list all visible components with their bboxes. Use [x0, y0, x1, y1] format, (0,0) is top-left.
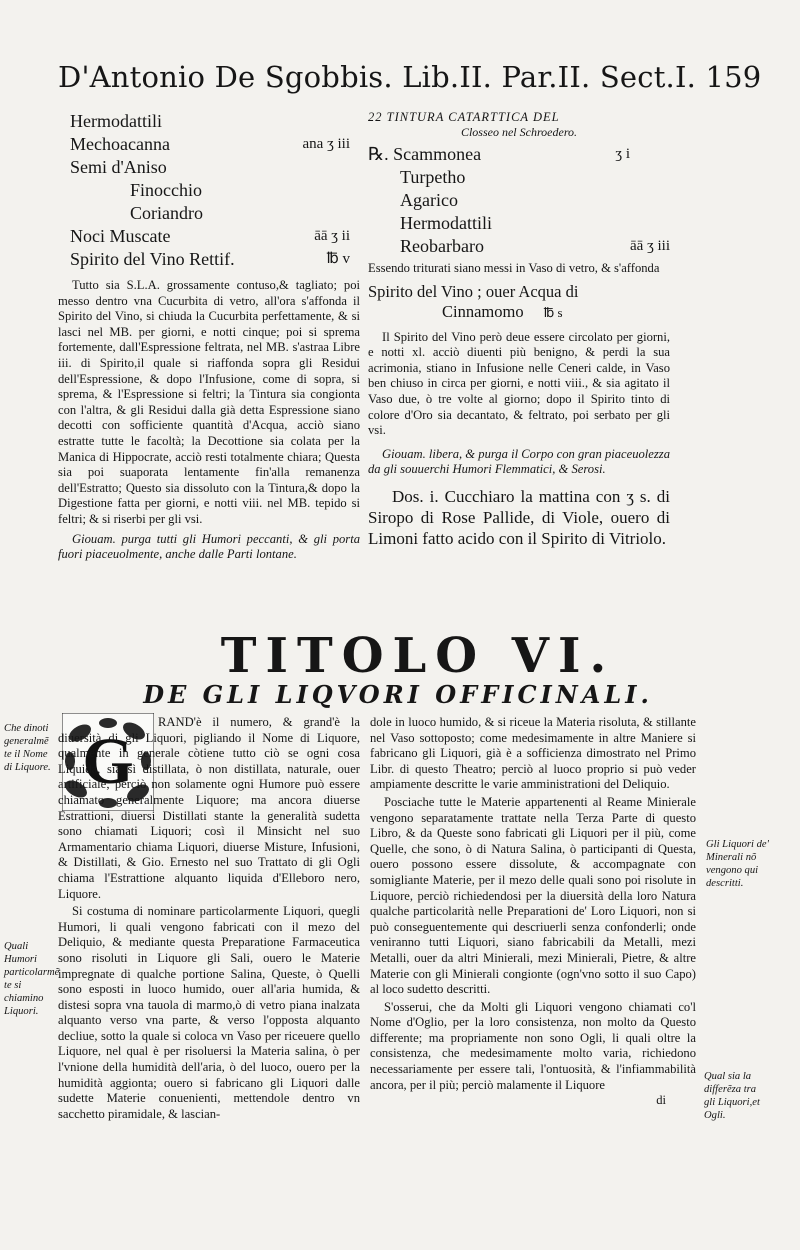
ingredient-amount: ana ʒ iii	[302, 136, 350, 152]
ingredient-row	[368, 189, 670, 212]
ingredient-row	[368, 143, 670, 166]
right-upper-column	[368, 110, 670, 549]
left-paragraph-1: Tutto sia S.L.A. grossamente contuso,& tagliato; poi messo dentro vna Cucurbita di vetro, all'ora s'affonda il Spirito del Vino, si chiuda la Cucurbita perfettamente, & si lasci nel MB. per giorni, e notti cinque; poi si sprema fortemente, dall'Espressione feltrata, nel MB. s'astraa Libre iii. di Spirito,il quale si riaffonda sopra gli Residui dell'Espressione, & dopo l'Infusione, come di sopra, si sprema, & l'Espressione si feltri; la Tintura sia congionta con l'altra, & gli Residui dalla già detta Espressione siano decotti con sofficiente quantità d'Acqua, acciò siano estratte tutte le facoltà; la Decottione sia colata per la Manica di Hippocrate, acciò resti totalmente chiara; Questa sia poi suaporata lentamente fin'alla remanenza dell'Estratto; Questo sia dissoluto con la Tintura,& dopo la Digestione fatta per giorni, e notti viii. nel MB. tepido si feltri; & si riserbi per gli vsi.	[58, 278, 360, 526]
ingredient-row	[70, 202, 350, 225]
ingredient-amount: āā ʒ iii	[630, 238, 670, 254]
running-header: D'Antonio De Sgobbis. Lib.II. Par.II. Sect.I. 159	[58, 60, 762, 94]
ingredient-name: Hermodattili	[70, 111, 162, 131]
left-text-column	[58, 278, 360, 563]
lower-left-paragraph-1: RAND'è il numero, & grand'è la diuersità di gli Liquori, pigliando il Nome di Liquore, qualmente in generale còtiene tutto ciò se ogni cosa Liquida, sia sì distillata, ò non distillata, naturale, ouer artificiale; perciò non solamente ogni Humore può essere chiamato generalmente Liquore; ma ancora diuerse Estrattioni, diuersi Distillati stante la generalità sudetta sono chiamati Liquori; così il Minsicht nel suo Armamentario chiama Liquori, diuerse Misture, Infusioni, & Distillati, & Gio. Ernesto nel suo Trattato di gli Ogli chiama l'Estrattione alquanto liquida d'Elleboro nero, Liquore.	[58, 715, 360, 901]
ingredient-row	[70, 133, 350, 156]
lower-right-column	[370, 715, 696, 1109]
ingredient-row	[70, 225, 350, 248]
spirit-line-2	[368, 302, 670, 324]
catchword: di	[656, 1093, 666, 1108]
lower-right-paragraph-1: dole in luoco humido, & si riceue la Materia risoluta, & stillante nel Vaso sottoposto; come medesimamente in altre Maniere si fabricano gli Liquori, già è a sofficienza dimostrato nel Primo Libr. di questo Theatro; perciò al luoco proprio si può veder ampiamente descritte le varie amministrationi del Deliquio.	[370, 715, 696, 792]
ingredient-name: Noci Muscate	[70, 226, 171, 246]
margin-note-right-2: Qual sia la differẽza tra gli Liquori,et Ogli.	[704, 1071, 760, 1121]
ingredient-amount: āā ʒ ii	[314, 228, 350, 244]
ingredient-name: Spirito del Vino Rettif.	[70, 249, 235, 269]
left-recipe	[70, 110, 350, 271]
ingredient-row	[368, 235, 670, 258]
ingredient-row	[70, 110, 350, 133]
ingredient-row	[70, 248, 350, 271]
spirit-amount: ℔ s	[543, 305, 563, 321]
chapter-title: TITOLO VI.	[220, 628, 616, 684]
ingredient-name: Hermodattili	[400, 213, 492, 233]
ingredient-amount: ℔ v	[326, 251, 350, 267]
ingredient-name: Reobarbaro	[400, 236, 484, 256]
ingredient-name: Coriandro	[130, 203, 203, 223]
ingredient-row	[70, 156, 350, 179]
left-paragraph-2: Giouam. purga tutti gli Humori peccanti, & gli porta fuori piaceuolmente, anche dalle Parti lontane.	[58, 531, 360, 562]
ingredient-row	[70, 179, 350, 202]
lower-right-paragraph-2: Posciache tutte le Materie appartenenti al Reame Minierale vengono separatamente trattate nella Terza Parte di questo Libro, & da Queste sono fabricati gli Liquori per il più, come Quelle, che sono, ò di Natura Salina, ò participanti di Questa, ouero possono essere dissolute, & accompagnate con somigliante Materie, per il mezo delle quali sono poi risolute in Liquore, perciò richiedendosi per la diuersità della loro Natura qualche particolarità nelle Preparationi de' Loro Liquori, non si può conseguentemente qui descriuerli senza confonderli; onde veniranno tutti Liquori, siano fabricabili da Metalli, mezi Metalli, ouer da altri Minierali, mezi Minierali, Pietre, & altre Materie con gli Minierali congionte (ogn'vno sotto il suo Capo) al loco sudetto descritti.	[370, 794, 696, 997]
lower-left-paragraph-2: Si costuma di nominare particolarmente Liquori, quegli Humori, li quali vengono fabricati con il mezo del Deliquio, & mediante questa Preparatione Farmaceutica sono risoluti in Liquore gli Sali, ouero le Materie impregnate di qualche portione Salina, Queste, ò Quelli sono esposti in luoco humido, ouer all'aria humida, & distesi sopra vna tauola di marmo,ò di vetro piana inalzata alquanto verso vna parte, & verso l'opposta alquanto decliue, sotto la quale si coloca vn Vaso per riceuere quello Liquore, nel qual è per risoluersi la Materia salina, ò per l'vnione della humidità dell'aria, ò del luoco, ouero per la humidità aggionta; ouero si fabricano gli Liquori dalle sudette Materie conuenienti, mettendole dentro vn sacchetto piramidale, & lascian-	[58, 904, 360, 1121]
recipe-heading: 22 TINTURA CATARTTICA DEL	[368, 110, 560, 124]
ingredient-name: Mechoacanna	[70, 134, 170, 154]
margin-note-left-2: Quali Humori particolarmẽ te si chiamino Liquori.	[4, 941, 60, 1017]
lower-right-paragraph-3: S'osserui, che da Molti gli Liquori vengono chiamati co'l Nome d'Oglio, per la loro consistenza, non molto da Questo differente; ma propriamente non sono Ogli, li quali oltre la consistenza, che medesimamente molto varia, richiedono necessariamente per essere tali, l'ontuosità, & l'infiammabilità ancora, per il più; perciò malamente il Liquore	[370, 999, 696, 1092]
right-paragraph-3: Giouam. libera, & purga il Corpo con gran piaceuolezza da gli souuerchi Humori Flemmatici, & Serosi.	[368, 446, 670, 477]
ingredient-row	[368, 166, 670, 189]
ingredient-name: ℞. Scammonea	[368, 144, 482, 164]
ingredient-name: Semi d'Aniso	[70, 157, 167, 177]
spirit-name: Cinnamomo	[442, 302, 524, 322]
ingredient-row	[368, 212, 670, 235]
margin-note-left-1: Che dinoti generalmẽ te il Nome di Liquore.	[4, 723, 51, 773]
right-paragraph-2: Il Spirito del Vino però deue essere circolato per giorni, e notti xl. acciò diuenti più benigno, & perdi la sua acrimonia, stiano in Infusione nelle Ceneri calde, in Vaso ben chiuso in circa per giorni, e notti viii., & sia agitato il Vaso due, ò tre volte al giorno; dopo il Spirito tinto di colore d'Oro sia decantato, & feltrato, poi serbato per gli vsi.	[368, 329, 670, 438]
spirit-line-1: Spirito del Vino ; ouer Acqua di	[368, 281, 579, 301]
svg-text:G: G	[82, 725, 134, 798]
right-paragraph-1: Essendo triturati siano messi in Vaso di vetro, & s'affonda	[368, 261, 660, 275]
recipe-source: Closseo nel Schroedero.	[460, 125, 578, 139]
ingredient-name: Agarico	[400, 190, 458, 210]
ingredient-name: Finocchio	[130, 180, 202, 200]
ingredient-amount: ʒ i	[615, 146, 630, 162]
lower-left-column	[58, 715, 360, 1122]
dose-paragraph: Dos. i. Cucchiaro la mattina con ʒ s. di Siropo di Rose Pallide, di Viole, ouero di Limoni fatto acido con il Spirito di Vitriolo.	[368, 486, 670, 548]
ingredient-name: Turpetho	[400, 167, 466, 187]
chapter-subtitle: DE GLI LIQVORI OFFICINALI.	[143, 680, 653, 709]
margin-note-right-1: Gli Liquori de' Minerali nõ vengono qui descritti.	[706, 839, 769, 889]
